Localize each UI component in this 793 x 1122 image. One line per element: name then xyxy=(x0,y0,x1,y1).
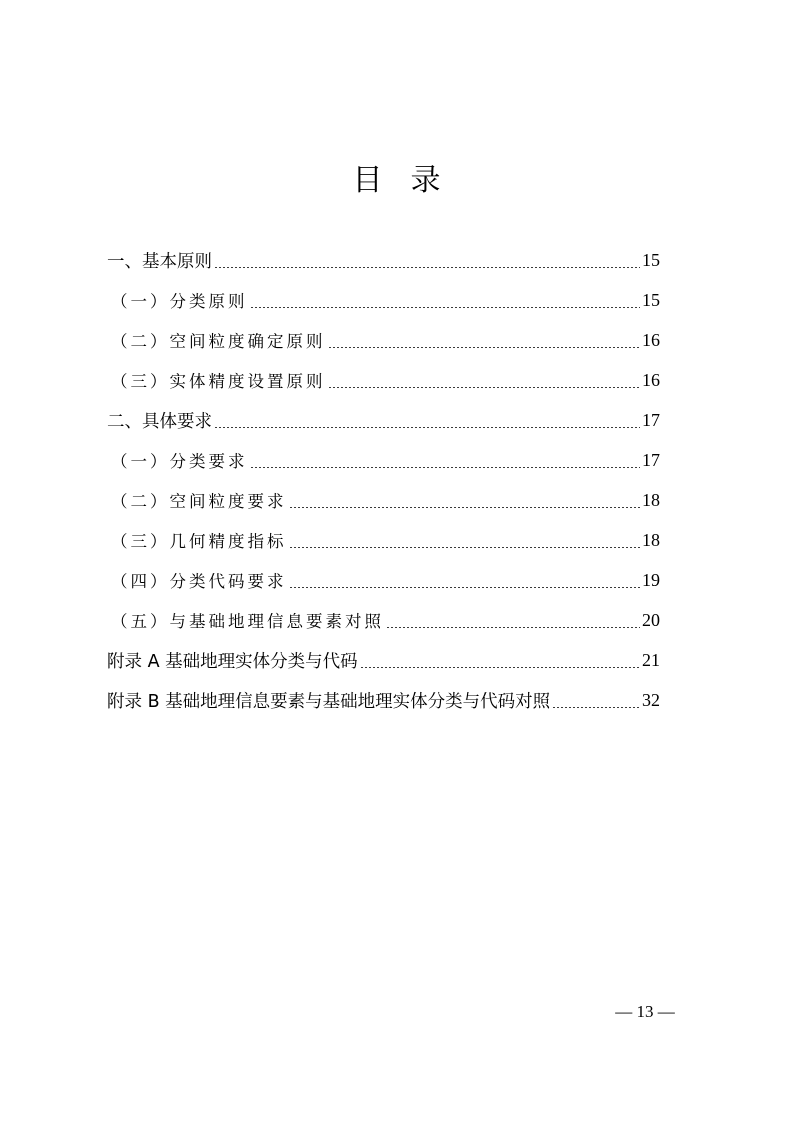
toc-entry[interactable] xyxy=(107,480,660,520)
dot-leader xyxy=(214,427,640,428)
toc-entry-label: 附录 A 基础地理实体分类与代码 xyxy=(107,651,358,672)
toc-entry[interactable] xyxy=(107,320,660,360)
toc-entry[interactable] xyxy=(107,280,660,320)
toc-entry[interactable] xyxy=(107,640,660,680)
toc-entry[interactable] xyxy=(107,680,660,720)
toc-entry-label: 附录 B 基础地理信息要素与基础地理实体分类与代码对照 xyxy=(107,691,551,712)
dot-leader xyxy=(360,667,640,668)
table-of-contents xyxy=(107,240,660,720)
toc-entry-page: 18 xyxy=(642,529,660,550)
dot-leader xyxy=(250,467,641,468)
toc-entry[interactable] xyxy=(107,560,660,600)
toc-entry-page: 17 xyxy=(642,449,660,470)
toc-entry-label: （五）与基础地理信息要素对照 xyxy=(111,612,384,631)
toc-entry-page: 16 xyxy=(642,329,660,350)
toc-entry-label: （二）空间粒度确定原则 xyxy=(111,332,326,351)
toc-entry-label: 一、基本原则 xyxy=(107,251,212,272)
title-char-2: 录 xyxy=(410,163,441,198)
dot-leader xyxy=(328,387,641,388)
toc-entry-page: 19 xyxy=(642,569,660,590)
toc-entry-page: 20 xyxy=(642,609,660,630)
toc-entry[interactable] xyxy=(107,360,660,400)
dot-leader xyxy=(552,707,640,708)
toc-entry-page: 32 xyxy=(642,689,660,710)
dot-leader xyxy=(386,627,640,628)
dot-leader xyxy=(289,507,641,508)
toc-entry-page: 16 xyxy=(642,369,660,390)
toc-entry-page: 17 xyxy=(642,409,660,430)
toc-entry[interactable] xyxy=(107,400,660,440)
toc-entry-page: 18 xyxy=(642,489,660,510)
page-title xyxy=(0,155,793,199)
page-number: — 13 — xyxy=(615,1002,675,1021)
toc-entry[interactable] xyxy=(107,520,660,560)
toc-entry-label: （一）分类原则 xyxy=(111,292,248,311)
dot-leader xyxy=(250,307,641,308)
dot-leader xyxy=(289,547,641,548)
toc-entry[interactable] xyxy=(107,600,660,640)
toc-entry-page: 15 xyxy=(642,249,660,270)
toc-entry[interactable] xyxy=(107,240,660,280)
dot-leader xyxy=(214,267,640,268)
dot-leader xyxy=(289,587,641,588)
toc-entry-label: 二、具体要求 xyxy=(107,411,212,432)
title-char-1: 目 xyxy=(352,163,383,198)
toc-entry-label: （三）实体精度设置原则 xyxy=(111,372,326,391)
toc-entry-label: （四）分类代码要求 xyxy=(111,572,287,591)
dot-leader xyxy=(328,347,641,348)
toc-entry[interactable] xyxy=(107,440,660,480)
toc-entry-label: （一）分类要求 xyxy=(111,452,248,471)
toc-entry-label: （二）空间粒度要求 xyxy=(111,492,287,511)
toc-entry-label: （三）几何精度指标 xyxy=(111,532,287,551)
toc-entry-page: 15 xyxy=(642,289,660,310)
toc-entry-page: 21 xyxy=(642,649,660,670)
